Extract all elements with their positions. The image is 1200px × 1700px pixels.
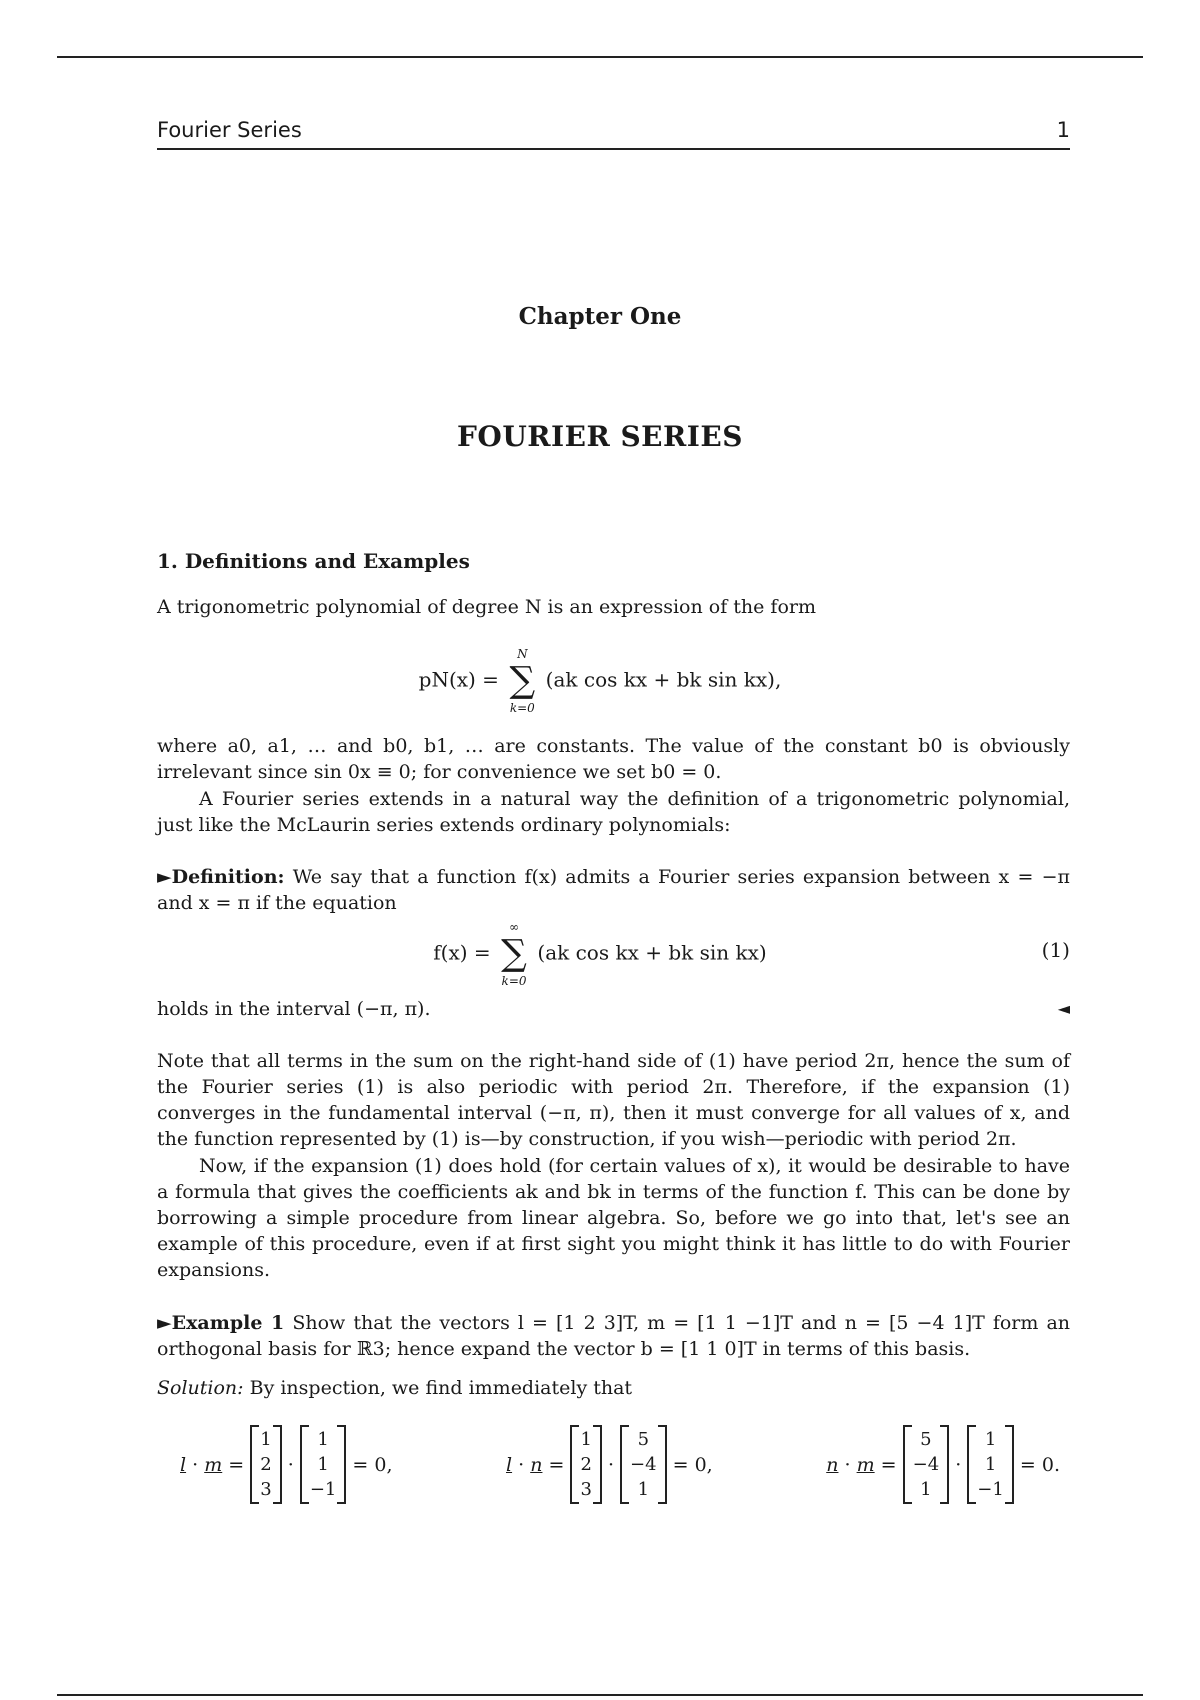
eq1-lhs: pN(x) = xyxy=(418,667,499,692)
eq1-rhs: (ak cos kx + bk sin kx), xyxy=(545,667,782,692)
vector-symbol: m xyxy=(204,1453,223,1476)
definition-text: We say that a function f(x) admits a Fourier series expansion between x = −π and x = π if the equation xyxy=(157,866,1070,914)
dot-result: = 0, xyxy=(672,1453,713,1476)
vector-symbol: n xyxy=(826,1453,839,1476)
paragraph-coefficients: Now, if the expansion (1) does hold (for certain values of x), it would be desirable to have a formula that gives the coefficients ak and bk in terms of the function f. This can be done by borrowing a simple procedure from linear algebra. So, before we go into that, let's see an example of this procedure, even if at first sight you might think it has little to do with Fourier expansions. xyxy=(157,1155,1070,1281)
dot-products-row xyxy=(180,1425,1060,1504)
column-vector: 1 2 3 xyxy=(570,1425,601,1504)
column-vector: 5 −4 1 xyxy=(620,1425,667,1504)
chapter-label: Chapter One xyxy=(518,303,682,330)
definition-closing xyxy=(157,996,1070,1022)
paragraph-fourier-series: A Fourier series extends in a natural way the definition of a trigonometric polynomial, just like the McLaurin series extends ordinary polynomials: xyxy=(157,788,1070,836)
example-text: Show that the vectors l = [1 2 3]T, m = [1 1 −1]T and n = [5 −4 1]T form an orthogonal basis for ℝ3; hence expand the vector b = [1 1 0]T in terms of this basis. xyxy=(157,1312,1071,1360)
bottom-rule xyxy=(57,1694,1143,1696)
section-heading: 1. Definitions and Examples xyxy=(157,549,470,573)
vector-symbol: n xyxy=(530,1453,543,1476)
running-header xyxy=(157,114,1070,150)
top-rule xyxy=(57,56,1143,58)
paragraph-periodicity: Note that all terms in the sum on the right-hand side of (1) have period 2π, hence the sum of the Fourier series (1) is also periodic with period 2π. Therefore, if the expansion (1) converges in the fundamental interval (−π, π), then it must converge for all values of x, and the function represented by (1) is—by construction, if you wish—periodic with period 2π. xyxy=(157,1050,1070,1150)
summation-symbol: ∞ ∑ k=0 xyxy=(497,936,531,972)
vector-symbol: m xyxy=(856,1453,875,1476)
chapter-title: FOURIER SERIES xyxy=(457,420,743,453)
equation-number: (1) xyxy=(1041,938,1070,962)
solution-line xyxy=(157,1375,1070,1401)
equation-trig-polynomial xyxy=(0,647,1200,715)
header-title: Fourier Series xyxy=(157,118,302,142)
definition-after-text: holds in the interval (−π, π). xyxy=(157,998,431,1020)
page-number: 1 xyxy=(1056,118,1070,142)
paragraph-intro: A trigonometric polynomial of degree N is an expression of the form xyxy=(157,596,816,618)
summation-symbol: N ∑ k=0 xyxy=(505,663,539,699)
end-of-definition-icon: ◄ xyxy=(1057,999,1070,1018)
sum-upper-limit: N xyxy=(517,647,528,661)
equation-fourier-series xyxy=(0,920,1200,988)
paragraph-constants: where a0, a1, … and b0, b1, … are constants. The value of the constant b0 is obviously irrelevant since sin 0x ≡ 0; for convenience we set b0 = 0. xyxy=(157,735,1070,783)
column-vector: 1 1 −1 xyxy=(967,1425,1014,1504)
eq2-rhs: (ak cos kx + bk sin kx) xyxy=(537,940,767,965)
dot-result: = 0. xyxy=(1019,1453,1060,1476)
dot-product-1: l · m = 1 2 3 · 1 1 −1 = 0, xyxy=(180,1425,393,1504)
example-label: ►Example 1 xyxy=(157,1312,285,1334)
vector-symbol: l xyxy=(180,1453,187,1476)
sum-lower-limit: k=0 xyxy=(501,974,527,988)
column-vector: 1 1 −1 xyxy=(300,1425,347,1504)
sum-upper-limit: ∞ xyxy=(509,920,520,934)
solution-label: Solution: xyxy=(157,1377,244,1399)
sum-lower-limit: k=0 xyxy=(509,701,535,715)
definition-block xyxy=(157,864,1070,916)
dot-product-2: l · n = 1 2 3 · 5 −4 1 = 0, xyxy=(506,1425,713,1504)
solution-text: By inspection, we find immediately that xyxy=(249,1377,633,1399)
vector-symbol: l xyxy=(506,1453,513,1476)
eq2-lhs: f(x) = xyxy=(433,940,491,965)
example-block xyxy=(157,1310,1070,1362)
dot-result: = 0, xyxy=(352,1453,393,1476)
column-vector: 5 −4 1 xyxy=(903,1425,950,1504)
definition-label: ►Definition: xyxy=(157,866,285,888)
column-vector: 1 2 3 xyxy=(250,1425,281,1504)
dot-product-3: n · m = 5 −4 1 · 1 1 −1 = 0. xyxy=(826,1425,1060,1504)
